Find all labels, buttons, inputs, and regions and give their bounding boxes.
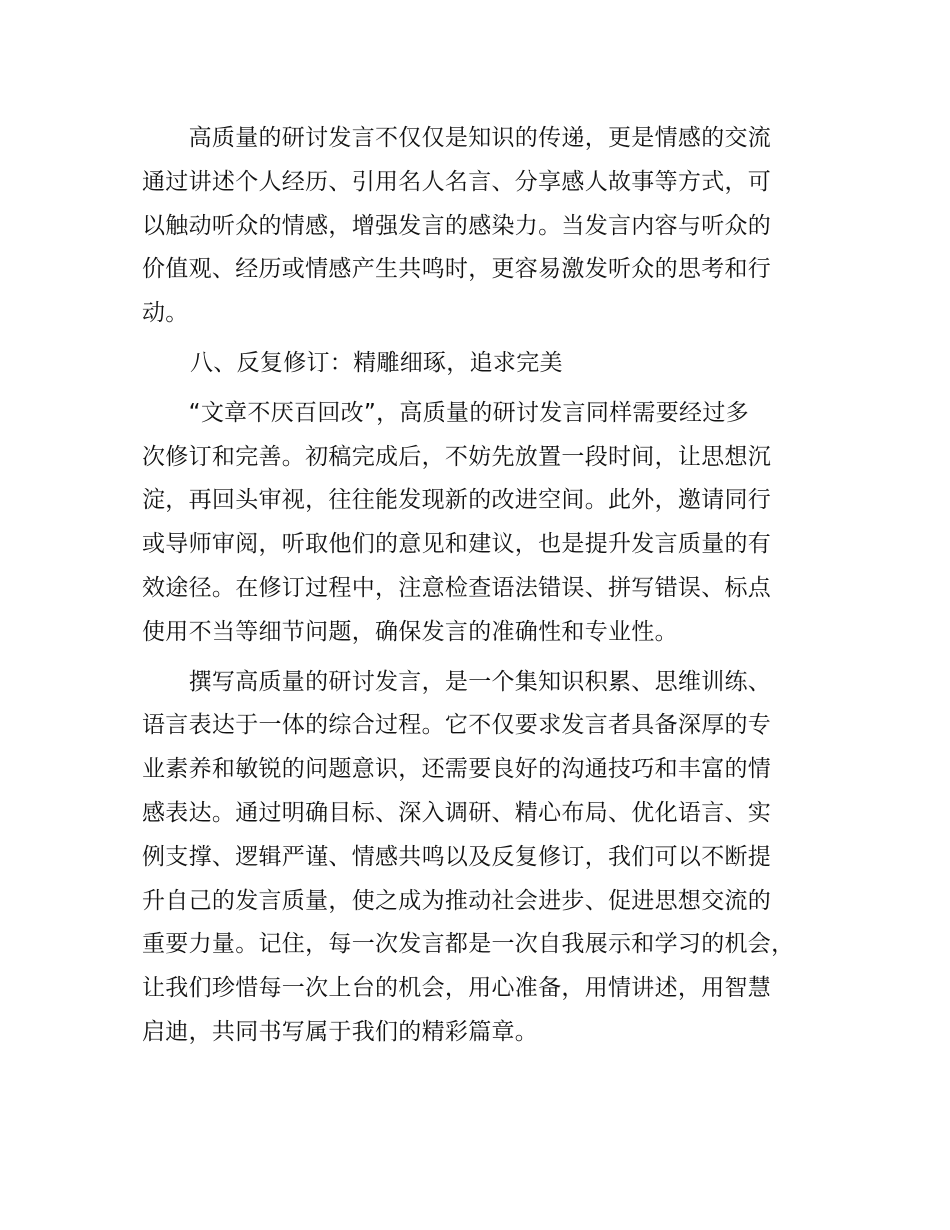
text-line: 业素养和敏锐的问题意识，还需要良好的沟通技巧和丰富的情 xyxy=(142,756,772,783)
text-line: 启迪，共同书写属于我们的精彩篇章。 xyxy=(142,1018,539,1045)
text-line: 重要力量。记住，每一次发言都是一次自我展示和学习的机会， xyxy=(142,931,795,958)
section-heading-revision: 八、反复修订：精雕细琢，追求完美 xyxy=(190,349,563,376)
text-line: 效途径。在修订过程中，注意检查语法错误、拼写错误、标点 xyxy=(142,574,772,601)
text-line: 淀，再回头审视，往往能发现新的改进空间。此外，邀请同行 xyxy=(142,487,772,514)
text-line: 语言表达于一体的综合过程。它不仅要求发言者具备深厚的专 xyxy=(142,712,772,739)
text-line: 升自己的发言质量，使之成为推动社会进步、促进思想交流的 xyxy=(142,887,772,914)
text-line: 使用不当等细节问题，确保发言的准确性和专业性。 xyxy=(142,618,678,645)
text-line: “文章不厌百回改”，高质量的研讨发言同样需要经过多 xyxy=(142,399,749,426)
text-line: 例支撑、逻辑严谨、情感共鸣以及反复修订，我们可以不断提 xyxy=(142,843,772,870)
text-line: 让我们珍惜每一次上台的机会，用心准备，用情讲述，用智慧 xyxy=(142,975,772,1002)
paragraph-revision xyxy=(142,392,832,655)
text-line: 感表达。通过明确目标、深入调研、精心布局、优化语言、实 xyxy=(142,799,772,826)
text-line: 动。 xyxy=(142,300,189,327)
document-body xyxy=(142,117,832,1061)
paragraph-emotional-resonance xyxy=(142,117,832,336)
text-line: 或导师审阅，听取他们的意见和建议，也是提升发言质量的有 xyxy=(142,531,772,558)
text-line: 撰写高质量的研讨发言，是一个集知识积累、思维训练、 xyxy=(142,668,772,695)
paragraph-conclusion xyxy=(142,661,832,1055)
text-line: 以触动听众的情感，增强发言的感染力。当发言内容与听众的 xyxy=(142,212,772,239)
text-line: 价值观、经历或情感产生共鸣时，更容易激发听众的思考和行 xyxy=(142,256,772,283)
text-line: 次修订和完善。初稿完成后，不妨先放置一段时间，让思想沉 xyxy=(142,443,772,470)
text-line: 通过讲述个人经历、引用名人名言、分享感人故事等方式，可 xyxy=(142,168,772,195)
text-line: 高质量的研讨发言不仅仅是知识的传递，更是情感的交流 xyxy=(142,125,772,151)
